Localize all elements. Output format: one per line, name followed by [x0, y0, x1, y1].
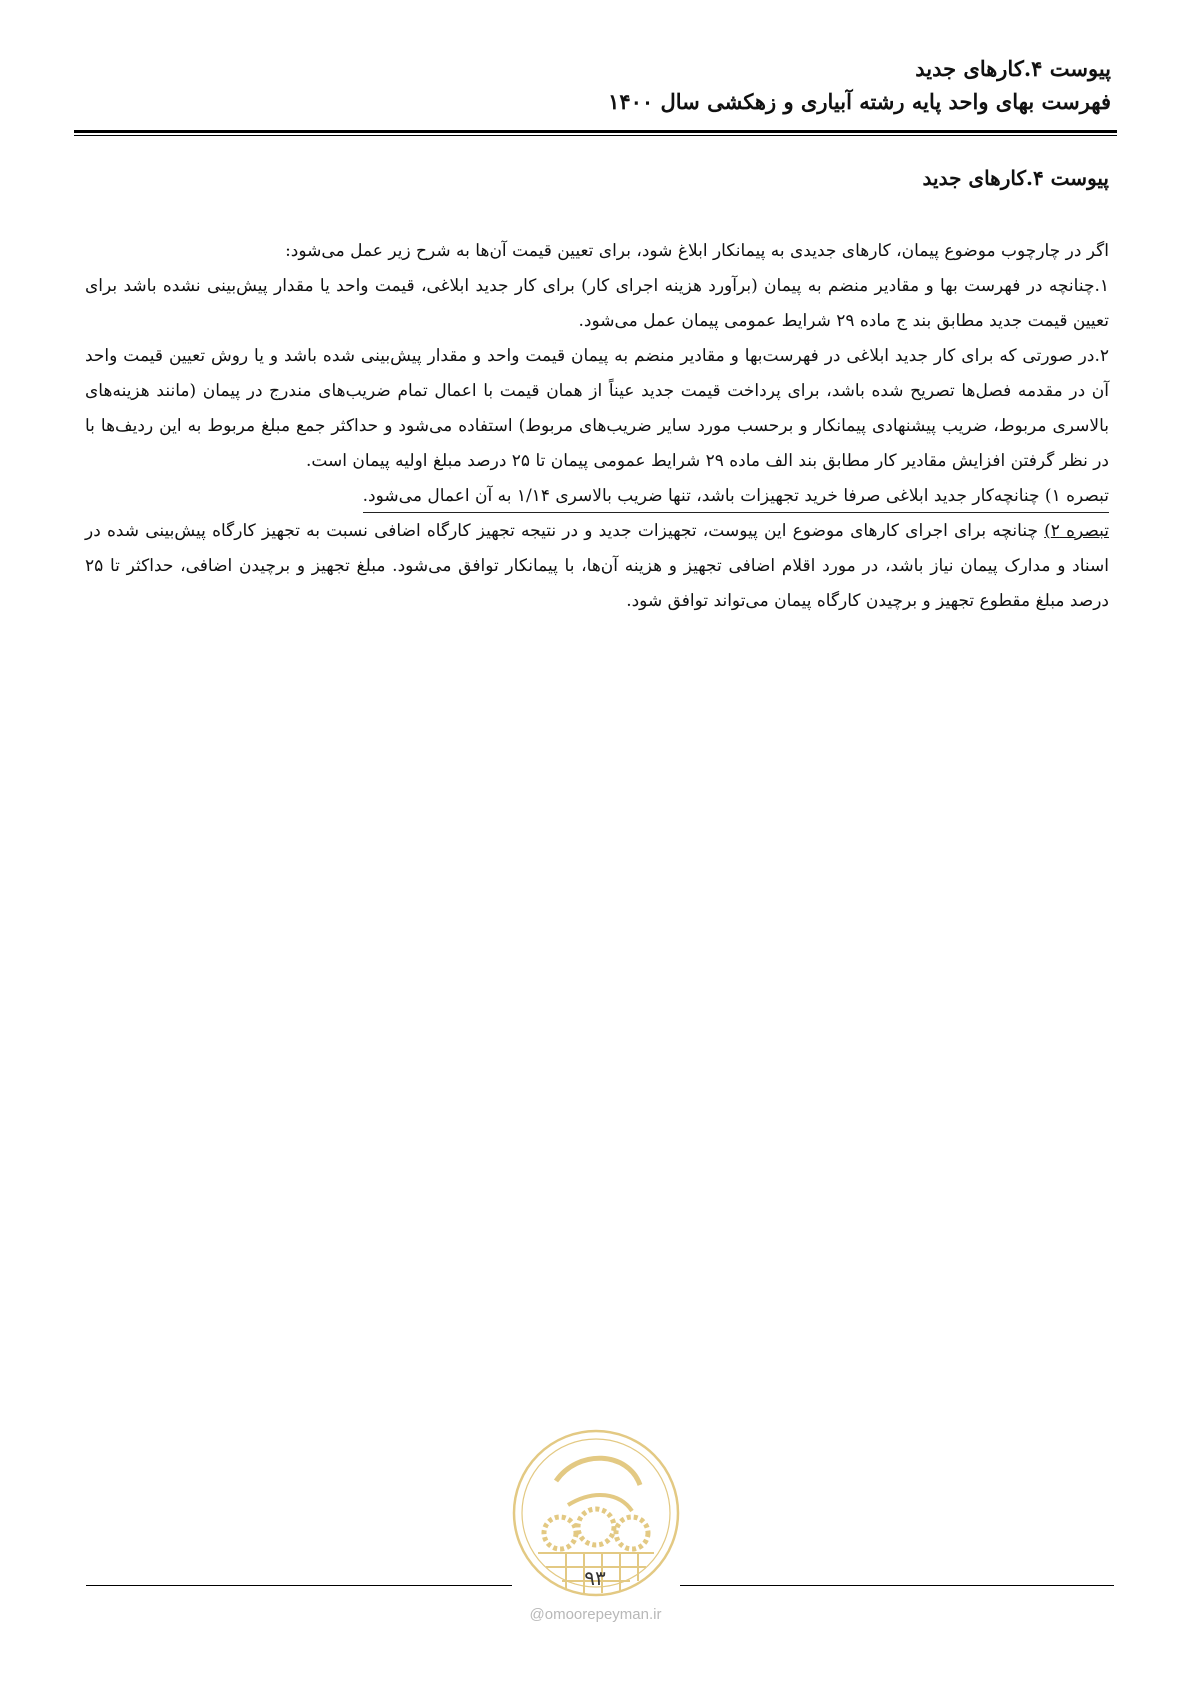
header-rule-thin — [74, 135, 1117, 136]
page-header — [81, 52, 1111, 118]
body-text — [85, 234, 1109, 619]
item-1: ۱.چنانچه در فهرست بها و مقادیر منضم به پیمان (برآورد هزینه اجرای کار) برای کار جدید ابلاغی، قیمت واحد یا مقدار پیش‌بینی نشده باشد برای تعیین قیمت جدید مطابق بند ج ماده ۲۹ شرایط عمومی پیمان عمل می‌شود. — [85, 276, 1109, 331]
note-1: تبصره ۱) چنانچه‌کار جدید ابلاغی صرفا خرید تجهیزات باشد، تنها ضریب بالاسری ۱/۱۴ به آن اعمال می‌شود. — [363, 481, 1109, 513]
note-2 — [85, 514, 1109, 619]
footer-rule-right — [680, 1585, 1114, 1586]
item-2: ۲.در صورتی که برای کار جدید ابلاغی در فهرست‌بها و مقادیر منضم به پیمان قیمت واحد و مقدار پیش‌بینی شده باشد و یا روش تعیین قیمت واحد آن در مقدمه فصل‌ها تصریح شده باشد، برای پرداخت قیمت جدید عیناً از همان قیمت با اعمال تمام ضریب‌های مندرج در پیمان (مانند هزینه‌های بالاسری مربوط، ضریب پیشنهادی پیمانکار و برحسب مورد سایر ضریب‌های مربوط) استفاده می‌شود و حداکثر جمع مبلغ مربوط به این ردیف‌ها با در نظر گرفتن افزایش مقادیر کار مطابق بند الف ماده ۲۹ شرایط عمومی پیمان تا ۲۵ درصد مبلغ اولیه پیمان است. — [85, 346, 1109, 471]
note-2-label: تبصره ۲) — [1044, 521, 1109, 541]
intro-paragraph: اگر در چارچوب موضوع پیمان، کارهای جدیدی به پیمانکار ابلاغ شود، برای تعیین قیمت آن‌ها به شرح زیر عمل می‌شود: — [285, 241, 1109, 261]
header-rule-thick — [74, 130, 1117, 133]
page-number: ۹۳ — [584, 1566, 606, 1590]
footer-rule-left — [86, 1585, 512, 1586]
section-title: پیوست ۴.کارهای جدید — [922, 166, 1109, 190]
watermark-text: @omoorepeyman.ir — [529, 1606, 662, 1623]
note-1-paragraph — [85, 479, 1109, 514]
note-2-text: چنانچه برای اجرای کارهای موضوع این پیوست، تجهیزات جدید و در نتیجه تجهیز کارگاه اضافی نسبت به تجهیز کارگاه پیش‌بینی شده در اسناد و مدارک پیمان نیاز باشد، در مورد اقلام اضافی تجهیز و هزینه آن‌ها، با پیمانکار توافق می‌شود. مبلغ تجهیز و برچیدن اضافی، حداکثر تا ۲۵ درصد مبلغ مقطوع تجهیز و برچیدن کارگاه پیمان می‌تواند توافق شود. — [85, 521, 1109, 611]
header-subtitle: فهرست بهای واحد پایه رشته آبیاری و زهکشی سال ۱۴۰۰ — [608, 89, 1111, 114]
header-title: پیوست ۴.کارهای جدید — [915, 56, 1111, 81]
